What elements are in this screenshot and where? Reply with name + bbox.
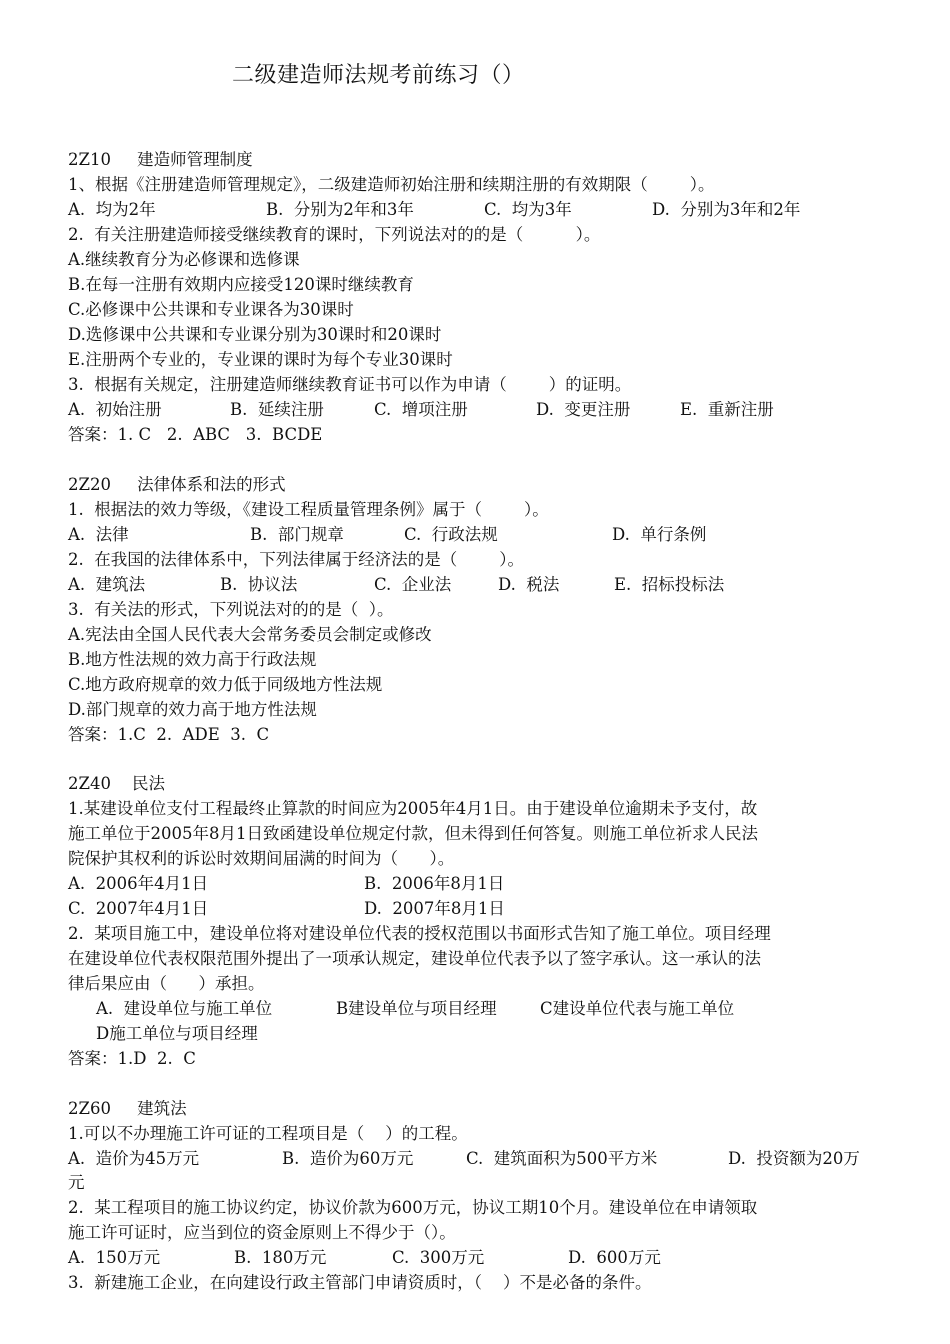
question-text: 3. 新建施工企业，在向建设行政主管部门申请资质时，（ ）不是必备的条件。 <box>68 1273 652 1292</box>
page-title: 二级建造师法规考前练习（） <box>232 63 525 88</box>
option: C建设单位代表与施工单位 <box>540 999 735 1018</box>
option: C. 300万元 <box>392 1248 485 1267</box>
option: A. 建设单位与施工单位 <box>96 999 273 1018</box>
answer-key: 答案：1. C 2. ABC 3. BCDE <box>68 425 323 444</box>
option: E. 重新注册 <box>680 400 774 419</box>
section-heading: 2Z60 建筑法 <box>68 1099 187 1118</box>
option: D. 分别为3年和2年 <box>652 200 801 219</box>
question-text: 1.可以不办理施工许可证的工程项目是（ ）的工程。 <box>68 1124 468 1143</box>
section-heading: 2Z40 民法 <box>68 774 165 793</box>
option: C. 行政法规 <box>404 525 498 544</box>
option: A. 150万元 <box>68 1248 161 1267</box>
option: C. 企业法 <box>374 575 452 594</box>
option: C.地方政府规章的效力低于同级地方性法规 <box>68 675 383 694</box>
option: D. 单行条例 <box>612 525 707 544</box>
option: B.在每一注册有效期内应接受120课时继续教育 <box>68 275 414 294</box>
option: A. 初始注册 <box>68 400 162 419</box>
option: D. 变更注册 <box>536 400 631 419</box>
question-text: 1.某建设单位支付工程最终止算款的时间应为2005年4月1日。由于建设单位逾期未予支付，故 <box>68 799 758 818</box>
option: C. 2007年4月1日 <box>68 899 209 918</box>
question-text: 3. 根据有关规定，注册建造师继续教育证书可以作为申请（ ）的证明。 <box>68 375 632 394</box>
question-text: 律后果应由（ ）承担。 <box>68 974 265 993</box>
option: B. 延续注册 <box>230 400 324 419</box>
option: B. 部门规章 <box>250 525 344 544</box>
option: A.继续教育分为必修课和选修课 <box>68 250 300 269</box>
option: A.宪法由全国人民代表大会常务委员会制定或修改 <box>68 625 432 644</box>
question-text: 3. 有关法的形式，下列说法对的的是（ ）。 <box>68 600 394 619</box>
option: D. 2007年8月1日 <box>364 899 505 918</box>
question-text: 在建设单位代表权限范围外提出了一项承认规定，建设单位代表予以了签字承认。这一承认的法 <box>68 949 761 968</box>
question-text: 2. 在我国的法律体系中，下列法律属于经济法的是（ ）。 <box>68 550 524 569</box>
option: D.选修课中公共课和专业课分别为30课时和20课时 <box>68 325 442 344</box>
option: D.部门规章的效力高于地方性法规 <box>68 700 317 719</box>
question-text: 1. 根据法的效力等级，《建设工程质量管理条例》属于（ ）。 <box>68 500 549 519</box>
option: C. 增项注册 <box>374 400 468 419</box>
answer-key: 答案：1.D 2. C <box>68 1049 196 1068</box>
option: A. 2006年4月1日 <box>68 874 209 893</box>
option: E. 招标投标法 <box>614 575 725 594</box>
option: A. 法律 <box>68 525 129 544</box>
question-text: 1、根据《注册建造师管理规定》，二级建造师初始注册和续期注册的有效期限（ ）。 <box>68 175 715 194</box>
option: D. 600万元 <box>568 1248 661 1267</box>
option: B. 造价为60万元 <box>282 1149 414 1168</box>
section-heading: 2Z10 建造师管理制度 <box>68 150 253 169</box>
option: A. 均为2年 <box>68 200 156 219</box>
option: C. 均为3年 <box>484 200 572 219</box>
question-text: 施工许可证时，应当到位的资金原则上不得少于（）。 <box>68 1223 456 1242</box>
option: A. 造价为45万元 <box>68 1149 200 1168</box>
option: B. 分别为2年和3年 <box>266 200 414 219</box>
option: C. 建筑面积为500平方米 <box>466 1149 658 1168</box>
section-heading: 2Z20 法律体系和法的形式 <box>68 475 286 494</box>
question-text: 2. 有关注册建造师接受继续教育的课时，下列说法对的的是（ ）。 <box>68 225 601 244</box>
answer-key: 答案：1.C 2. ADE 3. C <box>68 725 270 744</box>
option: D. 投资额为20万 <box>728 1149 860 1168</box>
question-text: 院保护其权利的诉讼时效期间届满的时间为（ ）。 <box>68 849 455 868</box>
option: D. 税法 <box>498 575 560 594</box>
option: B. 180万元 <box>234 1248 327 1267</box>
question-text: 2. 某项目施工中，建设单位将对建设单位代表的授权范围以书面形式告知了施工单位。项目经理 <box>68 924 771 943</box>
option-wrap: 元 <box>68 1173 85 1192</box>
option: D施工单位与项目经理 <box>96 1024 258 1043</box>
option: A. 建筑法 <box>68 575 146 594</box>
option: B.地方性法规的效力高于行政法规 <box>68 650 317 669</box>
option: B. 协议法 <box>220 575 298 594</box>
option: C.必修课中公共课和专业课各为30课时 <box>68 300 354 319</box>
option: B建设单位与项目经理 <box>336 999 497 1018</box>
question-text: 施工单位于2005年8月1日致函建设单位规定付款，但未得到任何答复。则施工单位祈求人民法 <box>68 824 758 843</box>
question-text: 2. 某工程项目的施工协议约定，协议价款为600万元，协议工期10个月。建设单位在申请领取 <box>68 1198 758 1217</box>
option: B. 2006年8月1日 <box>364 874 505 893</box>
option: E.注册两个专业的，专业课的课时为每个专业30课时 <box>68 350 453 369</box>
